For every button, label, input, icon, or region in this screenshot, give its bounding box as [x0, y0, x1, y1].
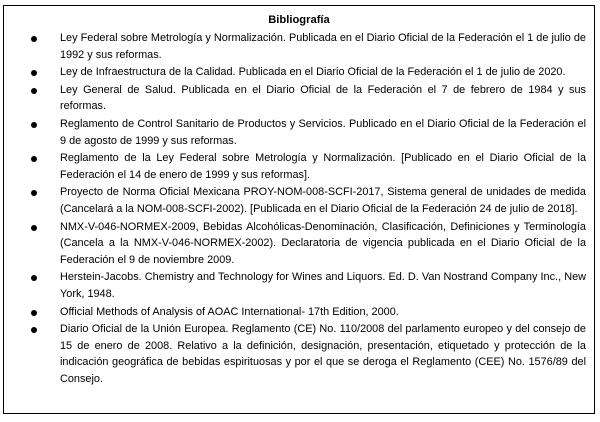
reference-item — [4, 184, 586, 217]
reference-text: Proyecto de Norma Oficial Mexicana PROY-NOM-008-SCFI-2017, Sistema general de unidades de medida (Cancelará a la NOM-008-SCFI-2002). [Publicada en el Diario Oficial de la Federación 24 de julio de 2018]. — [60, 186, 586, 215]
bullet-icon — [31, 275, 37, 281]
reference-text: Diario Oficial de la Unión Europea. Reglamento (CE) No. 110/2008 del parlamento europeo y del consejo de 15 de enero de 2008. Relativo a la definición, designación, presentación, etiquetado y protección de la indicación geográfica de bebidas espirituosas y por el que se deroga el Reglamento (CEE) No. 1576/89 del Consejo. — [60, 323, 586, 385]
reference-item — [4, 64, 586, 81]
bullet-icon — [31, 310, 37, 316]
reference-item — [4, 269, 586, 302]
bullet-icon — [31, 70, 37, 76]
bullet-icon — [31, 225, 37, 231]
reference-item — [4, 219, 586, 269]
bullet-icon — [31, 36, 37, 42]
bullet-icon — [31, 156, 37, 162]
reference-text: NMX-V-046-NORMEX-2009, Bebidas Alcohólicas-Denominación, Clasificación, Definiciones y Terminología (Cancela a la NMX-V-046-NORMEX-2002). Declaratoria de vigencia publicada en el Diario Oficial de la Federación el 9 de noviembre 2009. — [60, 220, 586, 266]
reference-item — [4, 82, 586, 115]
reference-item — [4, 304, 586, 321]
reference-item — [4, 321, 586, 387]
reference-text: Ley General de Salud. Publicada en el Diario Oficial de la Federación el 7 de febrero de 1984 y sus reformas. — [60, 83, 586, 113]
bibliography-box — [3, 5, 595, 414]
reference-text: Herstein-Jacobs. Chemistry and Technology for Wines and Liquors. Ed. D. Van Nostrand Company Inc., New York, 1948. — [60, 271, 586, 300]
reference-text: Reglamento de la Ley Federal sobre Metrología y Normalización. [Publicado en el Diario Oficial de la Federación el 14 de enero de 1999 y sus reformas]. — [60, 152, 586, 181]
reference-list — [4, 30, 594, 387]
reference-item — [4, 150, 586, 183]
reference-text: Official Methods of Analysis of AOAC International- 17th Edition, 2000. — [60, 305, 399, 318]
reference-item — [4, 116, 586, 149]
bullet-icon — [31, 88, 37, 94]
reference-item — [4, 30, 586, 63]
bullet-icon — [31, 122, 37, 128]
bullet-icon — [31, 190, 37, 196]
bibliography-title: Bibliografía — [268, 14, 330, 26]
bullet-icon — [31, 327, 37, 333]
reference-text: Ley de Infraestructura de la Calidad. Publicada en el Diario Oficial de la Federación el 1 de julio de 2020. — [60, 66, 566, 79]
reference-text: Reglamento de Control Sanitario de Productos y Servicios. Publicado en el Diario Oficial de la Federación el 9 de agosto de 1999 y sus reformas. — [60, 117, 586, 147]
reference-text: Ley Federal sobre Metrología y Normalización. Publicada en el Diario Oficial de la Federación el 1 de julio de 1992 y sus reformas. — [60, 32, 586, 61]
